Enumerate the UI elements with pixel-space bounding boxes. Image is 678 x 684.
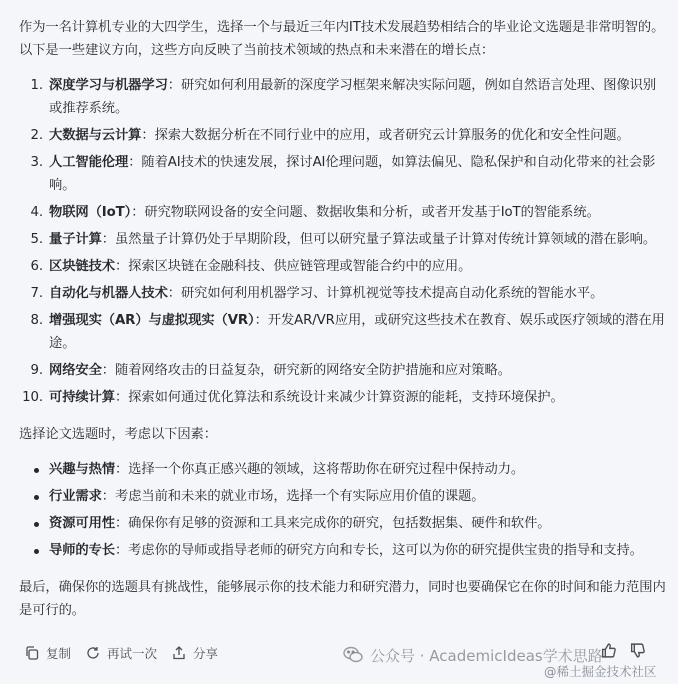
factor-term: 资源可用性: [49, 516, 115, 531]
topic-description: ：研究如何利用最新的深度学习框架来解决实际问题，例如自然语言处理、图像识别或推荐系统。: [49, 78, 657, 116]
retry-button[interactable]: [85, 644, 157, 662]
bullet-dot: [34, 468, 39, 473]
topic-description: ：虽然量子计算仍处于早期阶段，但可以研究量子算法或量子计算对传统计算领域的潜在影响。: [101, 232, 657, 247]
copy-button[interactable]: [24, 644, 71, 662]
share-icon: [171, 645, 187, 661]
share-label: 分享: [193, 646, 219, 661]
topic-item: [19, 228, 667, 251]
topic-list: [19, 74, 667, 409]
juejin-watermark: @稀土掘金技术社区: [544, 664, 657, 679]
topic-number: 9.: [30, 363, 43, 378]
watermark-text: 公众号 · AcademicIdeas学术思路: [370, 646, 603, 665]
factor-description: ：考虑当前和未来的就业市场，选择一个有实际应用价值的课题。: [101, 489, 485, 504]
topic-number: 4.: [30, 205, 43, 220]
topic-description: ：探索大数据分析在不同行业中的应用，或者研究云计算服务的优化和安全性问题。: [141, 128, 630, 143]
retry-label: 再试一次: [107, 646, 158, 661]
topic-item: [19, 201, 667, 224]
topic-number: 10.: [22, 390, 43, 405]
factor-term: 导师的专长: [49, 543, 115, 558]
topic-item: [19, 282, 667, 305]
topic-term: 人工智能伦理: [49, 155, 129, 170]
topic-item: [19, 74, 667, 120]
topic-number: 3.: [30, 155, 43, 170]
topic-term: 自动化与机器人技术: [49, 286, 168, 301]
topic-term: 网络安全: [49, 363, 102, 378]
topic-item: [19, 309, 667, 355]
wechat-icon: [342, 644, 364, 666]
factor-item: [19, 512, 667, 535]
topic-term: 可持续计算: [49, 390, 115, 405]
topic-number: 5.: [30, 232, 43, 247]
share-button[interactable]: [171, 644, 218, 662]
factor-description: ：考虑你的导师或指导老师的研究方向和专长，这可以为你的研究提供宝贵的指导和支持。: [114, 543, 643, 558]
bullet-dot: [34, 549, 39, 554]
factor-item: [19, 539, 667, 562]
bullet-dot: [34, 522, 39, 527]
topic-description: ：随着网络攻击的日益复杂，研究新的网络安全防护措施和应对策略。: [101, 363, 511, 378]
topic-number: 6.: [30, 259, 43, 274]
factor-description: ：选择一个你真正感兴趣的领域，这将帮助你在研究过程中保持动力。: [114, 462, 525, 477]
copy-icon: [24, 645, 40, 661]
topic-description: ：探索如何通过优化算法和系统设计来减少计算资源的能耗，支持环境保护。: [114, 390, 564, 405]
topic-description: ：开发AR/VR应用，或研究这些技术在教育、娱乐或医疗领域的潜在用途。: [49, 313, 665, 351]
topic-item: [19, 124, 667, 147]
intro-paragraph: 作为一名计算机专业的大四学生，选择一个与最近三年内IT技术发展趋势相结合的毕业论文选题是非常明智的。以下是一些建议方向，这些方向反映了当前技术领域的热点和未来潜在的增长点：: [19, 20, 665, 58]
topic-number: 1.: [30, 78, 43, 93]
closing-paragraph: 最后，确保你的选题具有挑战性，能够展示你的技术能力和研究潜力，同时也要确保它在你的时间和能力范围内是可行的。: [19, 580, 666, 618]
topic-term: 深度学习与机器学习: [49, 78, 168, 93]
message-actions: [24, 642, 218, 664]
topic-description: ：随着AI技术的快速发展，探讨AI伦理问题，如算法偏见、隐私保护和自动化带来的社会影响。: [49, 155, 656, 193]
topic-term: 大数据与云计算: [49, 128, 142, 143]
factors-intro: 选择论文选题时，考虑以下因素：: [19, 427, 217, 442]
factor-item: [19, 458, 667, 481]
thumbs-down-icon[interactable]: [629, 642, 646, 659]
bullet-dot: [34, 495, 39, 500]
topic-item: [19, 255, 667, 278]
topic-term: 物联网（IoT）: [49, 205, 132, 220]
thumbs-up-icon[interactable]: [600, 642, 617, 659]
refresh-icon: [85, 645, 101, 661]
factor-list: [19, 458, 667, 562]
topic-number: 7.: [30, 286, 43, 301]
assistant-message: [19, 16, 667, 634]
topic-item: [19, 359, 667, 382]
topic-description: ：探索区块链在金融科技、供应链管理或智能合约中的应用。: [114, 259, 472, 274]
topic-number: 2.: [30, 128, 43, 143]
topic-term: 区块链技术: [49, 259, 115, 274]
feedback-actions: [600, 642, 646, 659]
topic-number: 8.: [30, 313, 43, 328]
factor-term: 行业需求: [49, 489, 102, 504]
topic-term: 量子计算: [49, 232, 102, 247]
factor-description: ：确保你有足够的资源和工具来完成你的研究，包括数据集、硬件和软件。: [114, 516, 551, 531]
factor-item: [19, 485, 667, 508]
factor-term: 兴趣与热情: [49, 462, 115, 477]
topic-term: 增强现实（AR）与虚拟现实（VR）: [49, 313, 255, 328]
topic-description: ：研究物联网设备的安全问题、数据收集和分析，或者开发基于IoT的智能系统。: [131, 205, 600, 220]
topic-description: ：研究如何利用机器学习、计算机视觉等技术提高自动化系统的智能水平。: [167, 286, 604, 301]
topic-item: [19, 386, 667, 409]
copy-label: 复制: [46, 646, 72, 661]
topic-item: [19, 151, 667, 197]
